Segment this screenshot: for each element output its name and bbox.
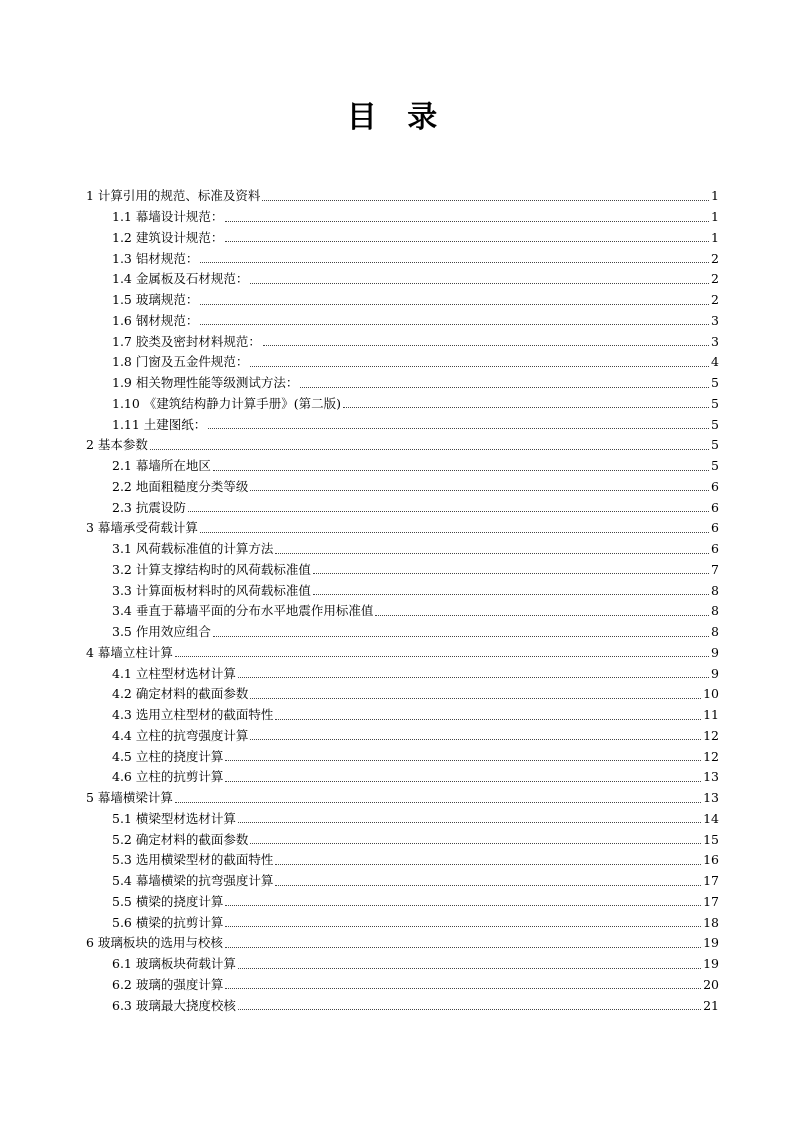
toc-entry-label: 5.5 横梁的挠度计算 [112, 893, 224, 909]
toc-dot-leader [175, 801, 701, 803]
toc-page-number: 12 [703, 748, 719, 764]
toc-dot-leader [188, 510, 709, 512]
toc-page-number: 19 [703, 956, 719, 972]
toc-dot-leader [200, 323, 709, 325]
toc-dot-leader [225, 759, 701, 761]
toc-entry-label: 3 幕墙承受荷载计算 [86, 520, 198, 536]
toc-page-number: 5 [711, 375, 719, 391]
toc-page-number: 10 [703, 686, 719, 702]
toc-entry-label: 3.2 计算支撑结构时的风荷载标准值 [112, 561, 311, 577]
toc-page-number: 5 [711, 395, 719, 411]
toc-page-number: 18 [703, 914, 719, 930]
toc-entry-label: 3.3 计算面板材料时的风荷载标准值 [112, 582, 311, 598]
toc-entry-label: 3.4 垂直于幕墙平面的分布水平地震作用标准值 [112, 603, 374, 619]
toc-entry-label: 6.1 玻璃板块荷载计算 [112, 956, 236, 972]
toc-page-number: 2 [711, 250, 719, 266]
toc-entry-label: 1.2 建筑设计规范： [112, 229, 224, 245]
toc-dot-leader [225, 220, 709, 222]
toc-dot-leader [250, 282, 709, 284]
toc-section-entry[interactable] [0, 954, 719, 975]
toc-dot-leader [250, 697, 701, 699]
toc-section-entry[interactable] [0, 912, 719, 933]
toc-dot-leader [275, 863, 701, 865]
toc-page-number: 8 [711, 582, 719, 598]
toc-section-entry[interactable] [0, 705, 719, 726]
toc-entry-label: 5.1 横梁型材选材计算 [112, 810, 236, 826]
toc-dot-leader [200, 261, 709, 263]
toc-entry-label: 4.2 确定材料的截面参数 [112, 686, 249, 702]
toc-dot-leader [313, 572, 709, 574]
toc-page-number: 8 [711, 624, 719, 640]
toc-entry-label: 1.5 玻璃规范： [112, 292, 199, 308]
toc-chapter-entry[interactable] [0, 435, 719, 456]
toc-section-entry[interactable] [0, 975, 719, 996]
toc-page-number: 5 [711, 458, 719, 474]
toc-page-number: 7 [711, 561, 719, 577]
toc-section-entry[interactable] [0, 601, 719, 622]
toc-entry-label: 2 基本参数 [86, 437, 148, 453]
toc-entry-label: 5 幕墙横梁计算 [86, 790, 173, 806]
toc-dot-leader [343, 406, 709, 408]
toc-page-number: 9 [711, 644, 719, 660]
toc-page-number: 17 [703, 873, 719, 889]
toc-dot-leader [213, 635, 709, 637]
toc-entry-label: 3.5 作用效应组合 [112, 624, 211, 640]
toc-entry-label: 6.3 玻璃最大挠度校核 [112, 997, 236, 1013]
toc-page-number: 8 [711, 603, 719, 619]
toc-page-number: 11 [703, 707, 719, 723]
toc-section-entry[interactable] [0, 290, 719, 311]
toc-page-number: 21 [703, 997, 719, 1013]
toc-entry-label: 5.3 选用横梁型材的截面特性 [112, 852, 274, 868]
toc-section-entry[interactable] [0, 663, 719, 684]
toc-section-entry[interactable] [0, 684, 719, 705]
toc-page-number: 14 [703, 810, 719, 826]
toc-section-entry[interactable] [0, 892, 719, 913]
toc-page-number: 4 [711, 354, 719, 370]
toc-chapter-entry[interactable] [0, 643, 719, 664]
toc-section-entry[interactable] [0, 850, 719, 871]
toc-page-number: 5 [711, 416, 719, 432]
toc-page-number: 5 [711, 437, 719, 453]
toc-section-entry[interactable] [0, 560, 719, 581]
toc-entry-label: 2.3 抗震设防 [112, 499, 186, 515]
toc-page-number: 6 [711, 520, 719, 536]
toc-entry-label: 5.2 确定材料的截面参数 [112, 831, 249, 847]
toc-dot-leader [225, 925, 701, 927]
toc-chapter-entry[interactable] [0, 788, 719, 809]
toc-section-entry[interactable] [0, 228, 719, 249]
toc-dot-leader [250, 489, 709, 491]
toc-dot-leader [208, 427, 709, 429]
toc-page-number: 3 [711, 312, 719, 328]
toc-entry-label: 4.6 立柱的抗剪计算 [112, 769, 224, 785]
toc-entry-label: 2.2 地面粗糙度分类等级 [112, 478, 249, 494]
toc-dot-leader [150, 448, 709, 450]
toc-dot-leader [238, 1008, 701, 1010]
toc-entry-label: 5.4 幕墙横梁的抗弯强度计算 [112, 873, 274, 889]
toc-entry-label: 4 幕墙立柱计算 [86, 644, 173, 660]
toc-entry-label: 1.1 幕墙设计规范： [112, 209, 224, 225]
toc-page-number: 6 [711, 499, 719, 515]
toc-entry-label: 1.7 胶类及密封材料规范： [112, 333, 261, 349]
toc-dot-leader [263, 344, 709, 346]
toc-page-number: 13 [703, 769, 719, 785]
toc-section-entry[interactable] [0, 871, 719, 892]
table-of-contents [0, 186, 794, 1016]
toc-dot-leader [250, 365, 709, 367]
toc-chapter-entry[interactable] [0, 186, 719, 207]
toc-entry-label: 5.6 横梁的抗剪计算 [112, 914, 224, 930]
toc-page-number: 16 [703, 852, 719, 868]
toc-entry-label: 6 玻璃板块的选用与校核 [86, 935, 223, 951]
toc-dot-leader [238, 967, 701, 969]
toc-dot-leader [300, 386, 709, 388]
toc-entry-label: 3.1 风荷载标准值的计算方法 [112, 541, 274, 557]
toc-dot-leader [225, 987, 701, 989]
toc-entry-label: 1 计算引用的规范、标准及资料 [86, 188, 261, 204]
toc-dot-leader [238, 821, 701, 823]
toc-entry-label: 1.9 相关物理性能等级测试方法： [112, 375, 299, 391]
toc-section-entry[interactable] [0, 269, 719, 290]
toc-entry-label: 1.3 铝材规范： [112, 250, 199, 266]
toc-entry-label: 1.11 土建图纸： [112, 416, 207, 432]
toc-dot-leader [225, 946, 701, 948]
toc-page-number: 17 [703, 893, 719, 909]
toc-entry-label: 4.4 立柱的抗弯强度计算 [112, 727, 249, 743]
toc-section-entry[interactable] [0, 767, 719, 788]
toc-dot-leader [200, 531, 709, 533]
toc-page-number: 3 [711, 333, 719, 349]
toc-dot-leader [275, 718, 701, 720]
toc-section-entry[interactable] [0, 539, 719, 560]
toc-dot-leader [262, 199, 709, 201]
toc-chapter-entry[interactable] [0, 518, 719, 539]
toc-dot-leader [200, 303, 709, 305]
toc-chapter-entry[interactable] [0, 933, 719, 954]
toc-section-entry[interactable] [0, 248, 719, 269]
toc-section-entry[interactable] [0, 809, 719, 830]
toc-entry-label: 6.2 玻璃的强度计算 [112, 976, 224, 992]
toc-section-entry[interactable] [0, 726, 719, 747]
toc-section-entry[interactable] [0, 311, 719, 332]
toc-dot-leader [225, 240, 709, 242]
toc-section-entry[interactable] [0, 829, 719, 850]
toc-dot-leader [250, 738, 701, 740]
toc-dot-leader [375, 614, 709, 616]
toc-section-entry[interactable] [0, 580, 719, 601]
toc-page-number: 1 [711, 188, 719, 204]
toc-entry-label: 2.1 幕墙所在地区 [112, 458, 211, 474]
toc-dot-leader [225, 904, 701, 906]
toc-section-entry[interactable] [0, 373, 719, 394]
toc-section-entry[interactable] [0, 746, 719, 767]
toc-entry-label: 1.8 门窗及五金件规范： [112, 354, 249, 370]
toc-dot-leader [250, 842, 701, 844]
toc-dot-leader [313, 593, 709, 595]
toc-page-number: 12 [703, 727, 719, 743]
toc-page-number: 6 [711, 478, 719, 494]
toc-entry-label: 1.4 金属板及石材规范： [112, 271, 249, 287]
toc-section-entry[interactable] [0, 207, 719, 228]
toc-dot-leader [238, 676, 709, 678]
toc-page-number: 20 [703, 976, 719, 992]
toc-entry-label: 1.10 《建筑结构静力计算手册》(第二版) [112, 395, 342, 411]
toc-entry-label: 1.6 钢材规范： [112, 312, 199, 328]
toc-page-number: 15 [703, 831, 719, 847]
toc-dot-leader [225, 780, 701, 782]
toc-section-entry[interactable] [0, 995, 719, 1016]
toc-section-entry[interactable] [0, 331, 719, 352]
toc-dot-leader [213, 469, 709, 471]
toc-page-number: 13 [703, 790, 719, 806]
toc-page-number: 2 [711, 271, 719, 287]
toc-dot-leader [275, 884, 701, 886]
toc-entry-label: 4.3 选用立柱型材的截面特性 [112, 707, 274, 723]
toc-section-entry[interactable] [0, 622, 719, 643]
toc-page-number: 2 [711, 292, 719, 308]
toc-section-entry[interactable] [0, 352, 719, 373]
toc-dot-leader [175, 655, 709, 657]
toc-page-number: 1 [711, 229, 719, 245]
toc-page-number: 1 [711, 209, 719, 225]
toc-dot-leader [275, 552, 709, 554]
toc-section-entry[interactable] [0, 477, 719, 498]
toc-entry-label: 4.5 立柱的挠度计算 [112, 748, 224, 764]
page-title: 目 录 [346, 100, 448, 135]
toc-entry-label: 4.1 立柱型材选材计算 [112, 665, 236, 681]
toc-page-number: 9 [711, 665, 719, 681]
toc-page-number: 19 [703, 935, 719, 951]
toc-page-number: 6 [711, 541, 719, 557]
toc-section-entry[interactable] [0, 414, 719, 435]
toc-section-entry[interactable] [0, 497, 719, 518]
toc-section-entry[interactable] [0, 456, 719, 477]
toc-section-entry[interactable] [0, 394, 719, 415]
